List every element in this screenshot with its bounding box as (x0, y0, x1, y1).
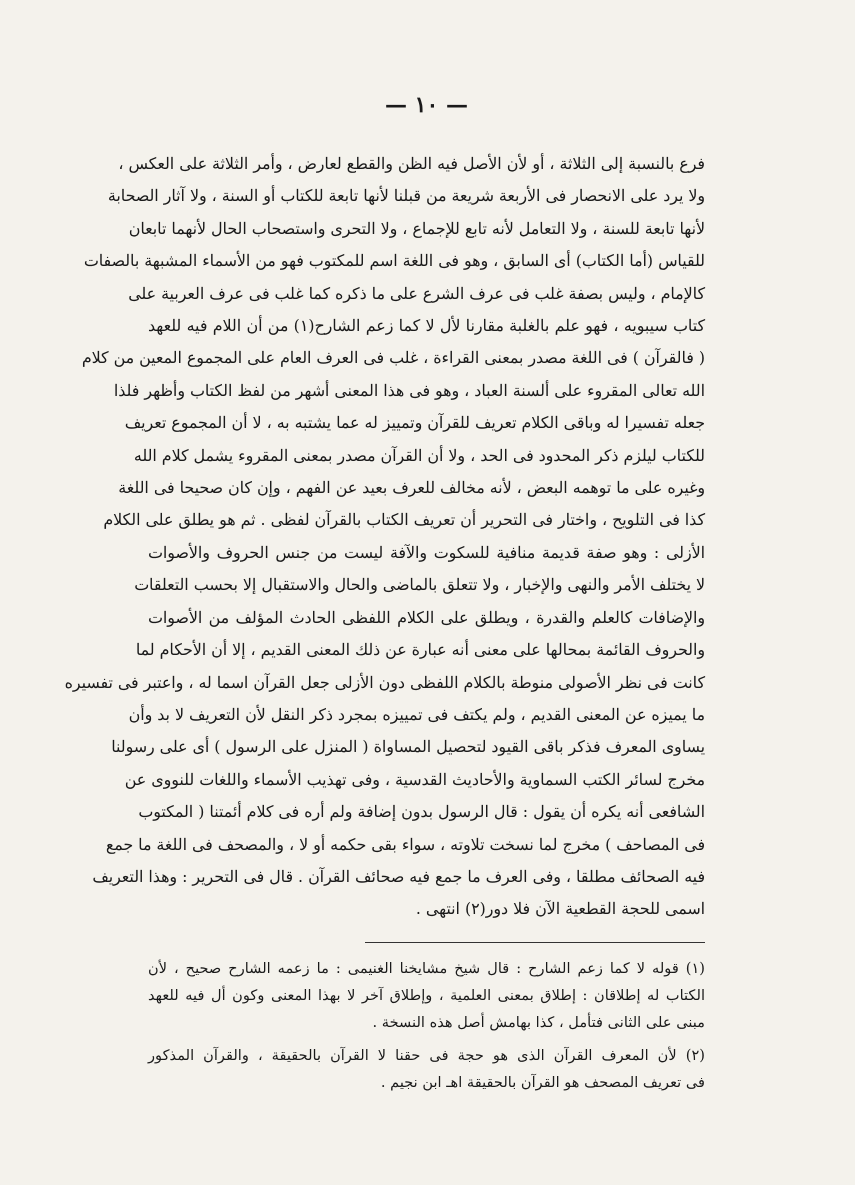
footnote-1 (148, 955, 705, 1036)
footnote-line: (١) قوله لا كما زعم الشارح : قال شيخ مشايخنا الغنيمى : ما زعمه الشارح صحيح ، لأن (148, 959, 705, 977)
text-line: كذا فى التلويح ، واختار فى التحرير أن تعريف الكتاب بالقرآن لفظى . ثم هو يطلق على الكلام (103, 510, 705, 530)
text-line: ما يميزه عن المعنى القديم ، ولم يكتف فى تمييزه بمجرد ذكر النقل لأن التعريف لا بد وأن (128, 704, 705, 724)
footnote-line: فى تعريف المصحف هو القرآن بالحقيقة اهـ ابن نجيم . (380, 1073, 705, 1091)
text-line: جعله تفسيرا له وباقى الكلام تعريف للقرآن وتمييز له عما يشتبه به ، لا أن المجموع تعريف (124, 413, 705, 433)
text-line: فرع بالنسبة إلى الثلاثة ، أو لأن الأصل فيه الظن والقطع لعارض ، وأمر الثلاثة على العكس ، (118, 154, 705, 173)
text-line: وغيره على ما توهمه البعض ، لأنه مخالف للعرف بعيد عن الفهم ، وإن كان صحيحا فى اللغة (118, 478, 705, 498)
text-line: الله تعالى المقروء على ألسنة العباد ، وهو فى هذا المعنى أشهر من لفظ الكتاب وأظهر فلذا (113, 380, 705, 400)
page-number: — ١٠ — (385, 92, 468, 118)
text-line: لا يختلف الأمر والنهى والإخبار ، ولا تتعلق بالماضى والحال والاستقبال إلا بحسب التعلقات (134, 575, 705, 595)
text-line: كانت فى نظر الأصولى منوطة بالكلام اللفظى دون الأزلى جعل القرآن اسما له ، واعتبر فى تفسيره (64, 672, 705, 692)
footnote-line: (٢) لأن المعرف القرآن الذى هو حجة فى حقنا لا القرآن بالحقيقة ، والقرآن المذكور (148, 1046, 705, 1064)
text-line: والإضافات كالعلم والقدرة ، ويطلق على الكلام اللفظى الحادث المؤلف من الأصوات (148, 607, 705, 627)
text-line: يساوى المعرف فذكر باقى القيود لتحصيل المساواة ( المنزل على الرسول ) أى على رسولنا (111, 737, 705, 757)
text-line: ولا يرد على الانحصار فى الأربعة شريعة من قبلنا لأنها تابعة للكتاب أو السنة ، ولا آثار الصحابة (107, 186, 705, 206)
text-line: لأنها تابعة للسنة ، ولا التعامل لأنه تابع للإجماع ، ولا التحرى واستصحاب الحال لأنهما تابعان (128, 218, 705, 238)
text-line: للكتاب ليلزم ذكر المحدود فى الحد ، ولا أن القرآن مصدر بمعنى المقروء يشمل كلام الله (133, 445, 705, 465)
text-line: الشافعى أنه يكره أن يقول : قال الرسول بدون إضافة ولم أره فى كلام أئمتنا ( المكتوب (138, 802, 705, 822)
footnote-line: مبنى على الثانى فتأمل ، كذا بهامش أصل هذه النسخة . (372, 1013, 705, 1031)
text-line: مخرج لسائر الكتب السماوية والأحاديث القدسية ، وفى تهذيب الأسماء واللغات للنووى عن (124, 769, 705, 789)
main-text (64, 148, 705, 926)
footnote-2 (148, 1042, 705, 1096)
text-line: والحروف القائمة بمحالها على معنى أنه عبارة عن ذلك المعنى القديم ، إلا أن الأحكام لما (135, 640, 705, 660)
text-line: فى المصاحف ) مخرج لما نسخت تلاوته ، سواء بقى حكمه أو لا ، والمصحف فى اللغة ما جمع (105, 834, 705, 854)
text-line: اسمى للحجة القطعية الآن فلا دور(٢) انتهى . (415, 899, 705, 919)
text-line: كالإمام ، وليس بصفة غلب فى عرف الشرع على ما ذكره كما غلب فى عرف العربية على (128, 283, 705, 303)
text-line: كتاب سيبويه ، فهو علم بالغلبة مقارنا لأل لا كما زعم الشارح(١) من أن اللام فيه للعهد (148, 316, 705, 336)
text-line: الأزلى : وهو صفة قديمة منافية للسكوت والآفة ليست من جنس الحروف والأصوات (148, 542, 705, 562)
text-line: للقياس (أما الكتاب) أى السابق ، وهو فى اللغة اسم للمكتوب فهو من الأسماء المشبهة بالصفات (83, 251, 705, 271)
footnotes (148, 955, 705, 1096)
text-line: ( فالقرآن ) فى اللغة مصدر بمعنى القراءة ، غلب فى العرف العام على المجموع المعين من كلام (81, 348, 705, 368)
footnote-line: الكتاب له إطلاقان : إطلاق بمعنى العلمية ، وإطلاق آخر لا بهذا المعنى وكون أل فيه للعهد (148, 986, 705, 1004)
footnote-separator (365, 942, 705, 943)
text-line: فيه الصحائف مطلقا ، وفى العرف ما جمع فيه صحائف القرآن . قال فى التحرير : وهذا التعريف (92, 866, 705, 886)
